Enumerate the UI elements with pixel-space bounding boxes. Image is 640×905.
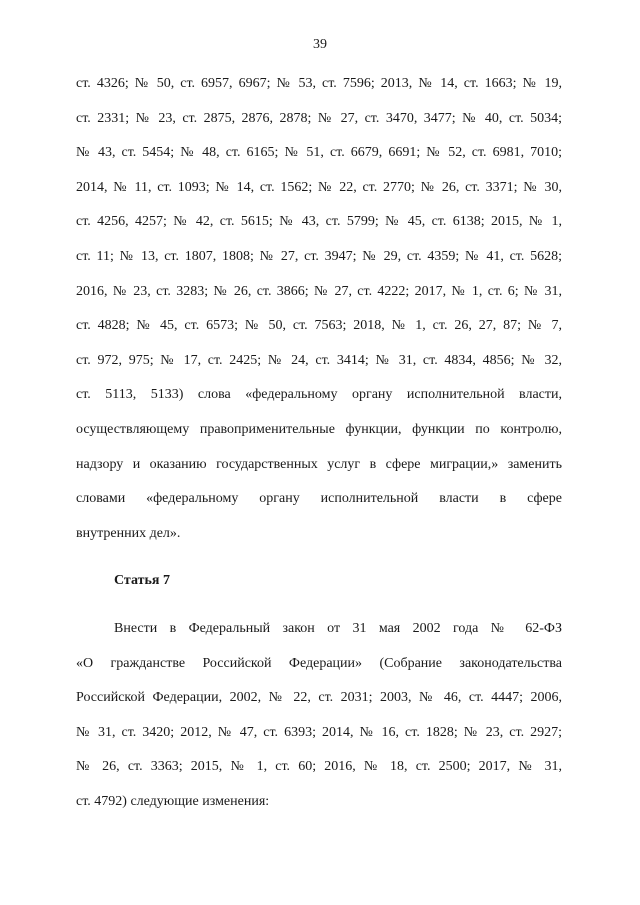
document-body <box>76 67 562 819</box>
text-line: № 31, ст. 3420; 2012, № 47, ст. 6393; 2014, № 16, ст. 1828; № 23, ст. 2927; <box>76 724 562 740</box>
text-line: № 43, ст. 5454; № 48, ст. 6165; № 51, ст. 6679, 6691; № 52, ст. 6981, 7010; <box>76 145 562 161</box>
paragraph-spacer <box>76 599 562 612</box>
text-line: ст. 4792) следующие изменения: <box>76 793 270 809</box>
text-line: ст. 11; № 13, ст. 1807, 1808; № 27, ст. 3947; № 29, ст. 4359; № 41, ст. 5628; <box>76 248 562 264</box>
paragraph-article-7 <box>76 612 562 820</box>
text-line: ст. 5113, 5133) слова «федеральному органу исполнительной власти, <box>76 387 562 403</box>
text-line: ст. 4326; № 50, ст. 6957, 6967; № 53, ст. 7596; 2013, № 14, ст. 1663; № 19, <box>76 76 562 91</box>
text-line: внутренних дел». <box>76 525 181 541</box>
text-line: ст. 972, 975; № 17, ст. 2425; № 24, ст. 3414; № 31, ст. 4834, 4856; № 32, <box>76 352 562 368</box>
text-line: осуществляющему правоприменительные функции, функции по контролю, <box>76 421 562 437</box>
text-line: надзору и оказанию государственных услуг в сфере миграции,» заменить <box>76 456 562 472</box>
text-line: Российской Федерации, 2002, № 22, ст. 2031; 2003, № 46, ст. 4447; 2006, <box>76 690 562 706</box>
page-number: 39 <box>313 37 327 52</box>
text-line: № 26, ст. 3363; 2015, № 1, ст. 60; 2016, № 18, ст. 2500; 2017, № 31, <box>76 759 562 775</box>
text-line: ст. 4256, 4257; № 42, ст. 5615; № 43, ст. 5799; № 45, ст. 6138; 2015, № 1, <box>76 214 562 230</box>
text-line: 2014, № 11, ст. 1093; № 14, ст. 1562; № 22, ст. 2770; № 26, ст. 3371; № 30, <box>76 179 562 195</box>
text-line: Внести в Федеральный закон от 31 мая 2002 года № 62-ФЗ <box>114 620 562 636</box>
text-line: «О гражданстве Российской Федерации» (Собрание законодательства <box>76 655 562 671</box>
text-line: ст. 2331; № 23, ст. 2875, 2876, 2878; № 27, ст. 3470, 3477; № 40, ст. 5034; <box>76 110 562 126</box>
text-line: ст. 4828; № 45, ст. 6573; № 50, ст. 7563; 2018, № 1, ст. 26, 27, 87; № 7, <box>76 318 562 334</box>
text-line: 2016, № 23, ст. 3283; № 26, ст. 3866; № 27, ст. 4222; 2017, № 1, ст. 6; № 31, <box>76 283 562 299</box>
paragraph-spacer <box>76 551 562 564</box>
article-heading: Статья 7 <box>114 573 170 589</box>
paragraph-amendment-text <box>76 67 562 551</box>
text-line: словами «федеральному органу исполнительной власти в сфере <box>76 491 562 507</box>
